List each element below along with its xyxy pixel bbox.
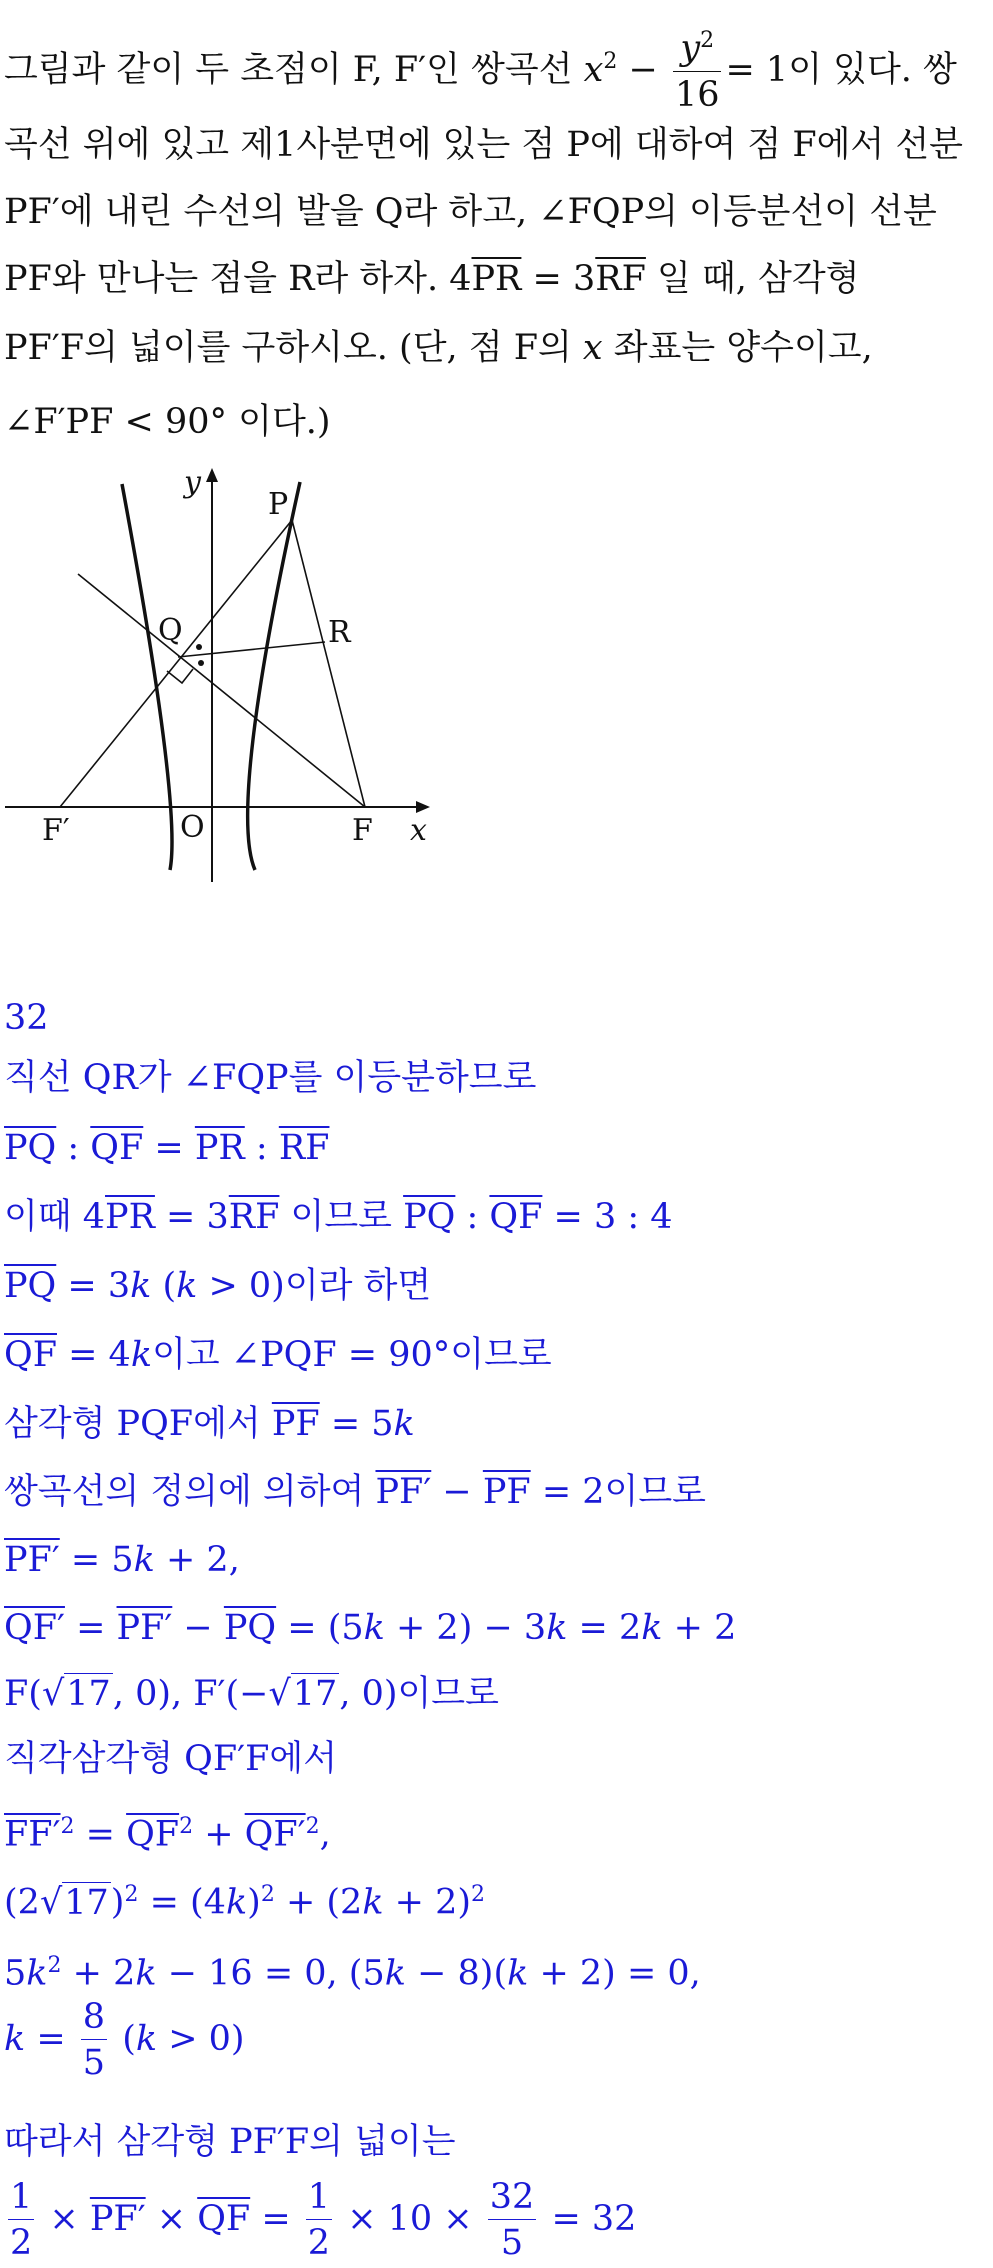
solution-text: + (2 [274, 1882, 363, 1923]
minus: − [172, 1608, 224, 1648]
solution-text: = 3 : 4 [542, 1197, 673, 1237]
solution-text: = 32 [540, 2199, 637, 2239]
hyperbola-right-branch [248, 482, 300, 870]
fraction [81, 1997, 107, 2083]
var-k: k [26, 1953, 48, 1994]
segment-qf: $\overline{QF}$ [489, 1197, 543, 1237]
y-axis-label: y [184, 465, 201, 500]
comma: , [319, 1814, 331, 1855]
solution-text: > 0)이라 하면 [197, 1266, 432, 1306]
numerator: 1 [306, 2180, 332, 2220]
answer: 32 [4, 998, 49, 1038]
segment-ffprime: FF′ [4, 1814, 61, 1855]
var-k: k [133, 1540, 155, 1580]
hyperbola-figure [0, 462, 440, 892]
solution-text: + 2) [383, 1882, 472, 1923]
solution-line-10: F(√17, 0), F′(−√17, 0)이므로 [4, 1674, 499, 1714]
var-k: k [384, 1953, 406, 1994]
solution-text: = 3 [154, 1197, 229, 1237]
segment-fq-extended [78, 574, 365, 807]
denominator: 2 [307, 2223, 331, 2263]
problem-line-3: PF′에 내린 수선의 발을 Q라 하고, ∠FQP의 이등분선이 선분 [4, 192, 937, 232]
x-axis-label: x [410, 813, 427, 848]
numerator: 8 [81, 2000, 107, 2040]
point-p-label: P [268, 487, 289, 522]
solution-text: 5 [4, 1953, 27, 1994]
problem-line-4 [4, 257, 859, 301]
solution-line-1: 직선 QR가 ∠FQP를 이등분하므로 [4, 1058, 537, 1098]
problem-line-5 [4, 326, 873, 370]
solution-text: + 2, [154, 1540, 240, 1580]
minus: − [617, 49, 669, 90]
ratio-colon: : [56, 1128, 91, 1168]
var-k: k [176, 1266, 198, 1306]
exponent: 2 [47, 1953, 62, 1978]
solution-text: = 2이므로 [530, 1472, 706, 1512]
segment-pfprime: PF′ [4, 1540, 60, 1580]
segment-pr: $\overline{PR}$ [105, 1197, 155, 1237]
var-k: k [130, 1335, 153, 1375]
solution-text: − 8)( [405, 1953, 508, 1994]
problem-text: 좌표는 양수이고, [602, 328, 873, 368]
point-f-label: F [352, 813, 373, 848]
equals: = [25, 2019, 77, 2059]
right-angle-mark [167, 669, 193, 683]
solution-text: = 2 [567, 1608, 642, 1648]
var-k: k [507, 1953, 529, 1994]
solution-text: > 0) [157, 2019, 245, 2059]
numerator: 32 [488, 2180, 537, 2220]
problem-text: 일 때, 삼각형 [645, 259, 860, 299]
segment-pq: $\overline{PQ}$ [4, 1266, 57, 1306]
times: × [38, 2199, 90, 2239]
exponent: 2 [60, 1814, 75, 1839]
solution-text: ) [247, 1882, 261, 1923]
segment-rf: $\overline{RF}$ [228, 1197, 280, 1237]
equals: = [74, 1814, 127, 1855]
segment-pfprime: PF′ [89, 2199, 146, 2239]
var-k: k [130, 1266, 152, 1306]
solution-text: + 2) = 0, [528, 1953, 701, 1994]
exponent: 2 [603, 49, 618, 75]
solution-line-15 [4, 1997, 245, 2083]
exponent: 2 [305, 1814, 320, 1839]
solution-text: + 2) − 3 [384, 1608, 547, 1648]
exponent: 2 [124, 1882, 139, 1907]
solution-text: ( [151, 1266, 177, 1306]
solution-text: = (4 [138, 1882, 226, 1923]
solution-line-4 [4, 1264, 431, 1308]
solution-line-13: $(2√17)^2 = (4k)^2 + (2k + 2)^2$ [4, 1882, 486, 1923]
solution-text: − 16 = 0, (5 [156, 1953, 385, 1994]
solution-text: + 2 [662, 1608, 737, 1648]
solution-line-9 [4, 1606, 736, 1650]
problem-text: PF′F의 넓이를 구하시오. (단, 점 F의 [4, 328, 583, 368]
problem-line-2: 곡선 위에 있고 제1사분면에 있는 점 P에 대하여 점 F에서 선분 [4, 125, 963, 165]
angle-mark-dot [198, 660, 204, 666]
segment-rf: $\overline{RF}$ [278, 1128, 330, 1168]
problem-text: 이 있다. 쌍 [788, 49, 957, 90]
var-k: k [363, 1608, 385, 1648]
solution-text: = 3 [56, 1266, 131, 1306]
segment-qf: $\overline{QF}$ [126, 1814, 180, 1855]
segment-pfprime: PF′ [375, 1472, 432, 1512]
solution-text: = 4 [56, 1335, 131, 1375]
solution-text: ( [111, 2019, 136, 2059]
solution-line-5 [4, 1333, 552, 1377]
solution-line-16: 따라서 삼각형 PF′F의 넓이는 [4, 2122, 456, 2162]
solution-text: 삼각형 PQF에서 [4, 1404, 272, 1444]
solution-text: + 2 [61, 1953, 136, 1994]
solution-text: × 10 × [336, 2199, 484, 2239]
numerator: 1 [8, 2180, 34, 2220]
var-k: k [546, 1608, 568, 1648]
equals: = [250, 2199, 302, 2239]
segment-pf: $\overline{PF}$ [271, 1404, 320, 1444]
denominator: 16 [674, 74, 720, 115]
segment-qf: $\overline{QF}$ [4, 1335, 57, 1375]
problem-text: 그림과 같이 두 초점이 F, F′인 쌍곡선 [4, 49, 584, 90]
sqrt-17: 17 [66, 1674, 111, 1714]
segment-pr: $\overline{PR}$ [471, 259, 522, 299]
segment-pfprime: PF′ [116, 1608, 173, 1648]
var-k: k [4, 2019, 26, 2059]
solution-line-6 [4, 1402, 415, 1446]
fraction [488, 2177, 537, 2263]
solution-line-14 [4, 1944, 701, 1996]
exponent: 2 [700, 28, 715, 53]
solution-text: , 0)이므로 [339, 1674, 499, 1714]
var-k: k [393, 1404, 415, 1444]
solution-text: F( [4, 1674, 42, 1714]
ratio-colon: : [244, 1128, 279, 1168]
var-x: x [583, 49, 604, 90]
y-axis-arrow [206, 468, 218, 482]
var-k: k [362, 1882, 384, 1923]
solution-line-7 [4, 1470, 706, 1514]
segment-qf: $\overline{QF}$ [197, 2199, 251, 2239]
solution-line-12 [4, 1805, 331, 1857]
segment-pq: $\overline{PQ}$ [223, 1608, 277, 1648]
fraction [306, 2177, 332, 2263]
segment-pf: $\overline{PF}$ [482, 1472, 531, 1512]
segment-pf [292, 520, 365, 807]
denominator: 5 [82, 2043, 106, 2083]
angle-mark-dot [196, 644, 202, 650]
equation-rhs: = 1 [725, 49, 789, 90]
point-r-label: R [328, 615, 351, 650]
ratio-colon: : [455, 1197, 490, 1237]
equals: = [143, 1128, 195, 1168]
solution-text: 이고 ∠PQF = 90°이므로 [152, 1335, 552, 1375]
sqrt-17: 17 [64, 1882, 109, 1923]
solution-line-3 [4, 1195, 673, 1239]
segment-pr: $\overline{PR}$ [194, 1128, 245, 1168]
point-q-label: Q [158, 613, 183, 648]
solution-line-11: 직각삼각형 QF′F에서 [4, 1739, 338, 1779]
exponent: 2 [471, 1882, 486, 1907]
segment-qf: $\overline{QF}$ [90, 1128, 144, 1168]
var-k: k [135, 1953, 157, 1994]
solution-text: ) [110, 1882, 125, 1923]
point-fprime-label: F′ [42, 813, 70, 848]
solution-text: 이므로 [279, 1197, 404, 1237]
segment-pq: $\overline{PQ}$ [4, 1128, 57, 1168]
times: × [145, 2199, 198, 2239]
var-y: y [680, 28, 701, 69]
segment-qfprime: QF′ [4, 1608, 65, 1648]
segment-pfprime [60, 520, 292, 807]
segment-qfprime: QF′ [244, 1814, 306, 1855]
solution-text: = 5 [319, 1404, 394, 1444]
fraction [8, 2177, 34, 2263]
solution-line-8 [4, 1538, 240, 1582]
solution-line-17 [4, 2177, 637, 2263]
problem-text: = 3 [521, 259, 596, 299]
equals: = [64, 1608, 117, 1648]
problem-line-1 [4, 30, 957, 113]
segment-pq: $\overline{PQ}$ [403, 1197, 456, 1237]
var-k: k [641, 1608, 663, 1648]
sqrt-17: 17 [292, 1674, 338, 1714]
solution-text: 이때 4 [4, 1197, 106, 1237]
plus: + [193, 1814, 245, 1855]
denominator: 2 [10, 2223, 33, 2263]
solution-text: = (5 [276, 1608, 364, 1648]
var-k: k [135, 2019, 158, 2059]
problem-line-6: ∠F′PF < 90° 이다.) [4, 402, 331, 442]
segment-rf: $\overline{RF}$ [595, 259, 646, 299]
solution-text: − [431, 1472, 483, 1512]
solution-text: (2 [4, 1882, 40, 1923]
solution-text: 쌍곡선의 정의에 의하여 [4, 1472, 376, 1512]
denominator: 5 [500, 2223, 524, 2263]
var-x: x [582, 328, 603, 368]
solution-text: , 0), F′(− [112, 1674, 269, 1714]
solution-line-2 [4, 1126, 329, 1170]
exponent: 2 [260, 1882, 275, 1907]
origin-label: O [180, 810, 205, 845]
problem-text: PF와 만나는 점을 R라 하자. 4 [4, 259, 472, 299]
exponent: 2 [179, 1814, 194, 1839]
var-k: k [225, 1882, 248, 1923]
solution-text: = 5 [59, 1540, 134, 1580]
x-axis-arrow [416, 801, 430, 813]
fraction [673, 30, 722, 113]
